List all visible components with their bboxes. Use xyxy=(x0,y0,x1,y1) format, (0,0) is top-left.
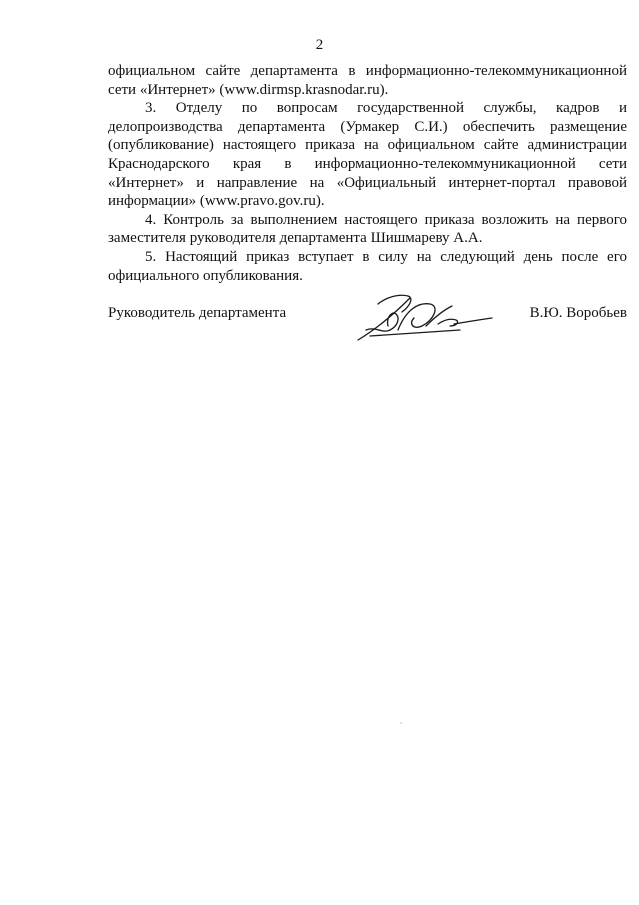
signature-block xyxy=(108,290,627,350)
signatory-name: В.Ю. Воробьев xyxy=(529,305,627,321)
scan-speck xyxy=(400,722,402,724)
document-body xyxy=(108,62,627,285)
handwritten-signature xyxy=(348,290,498,345)
paragraph-continuation: официальном сайте департамента в информационно-телекоммуникационной сети «Интернет» (www.dirmsp.krasnodar.ru). xyxy=(108,63,627,98)
signatory-position: Руководитель департамента xyxy=(108,305,287,321)
paragraph-item-5: 5. Настоящий приказ вступает в силу на следующий день после его официального опубликования. xyxy=(108,248,627,284)
paragraph-item-4: 4. Контроль за выполнением настоящего приказа возложить на первого заместителя руководителя департамента Шишмареву А.А. xyxy=(108,211,627,247)
page-number: 2 xyxy=(315,37,324,53)
paragraph-item-3: 3. Отделу по вопросам государственной службы, кадров и делопроизводства департамента (Урмакер С.И.) обеспечить размещение (опубликование) настоящего приказа на официальном сайте администрации Краснодарского края в информационно-телекоммуникационной сети «Интернет» и направление на «Официальный интернет-портал правовой информации» (www.pravo.gov.ru). xyxy=(108,100,627,210)
